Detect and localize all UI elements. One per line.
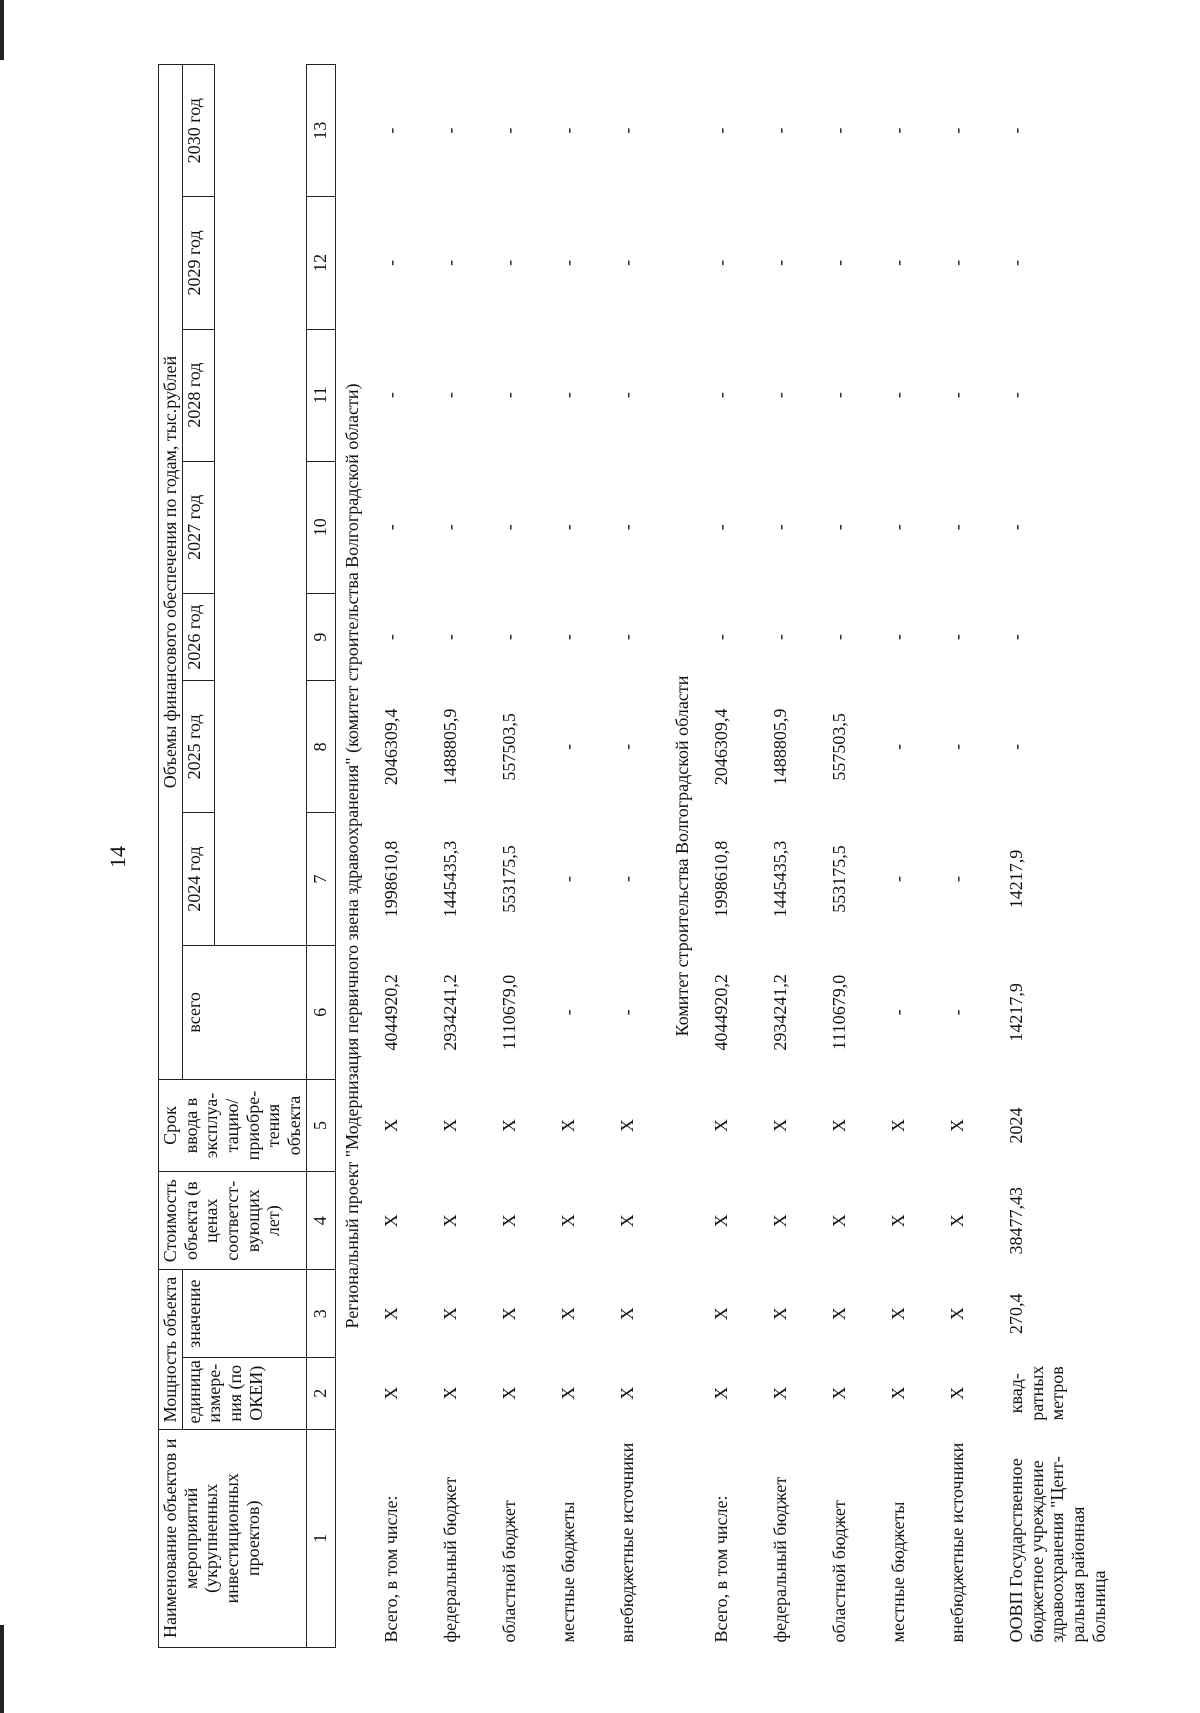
table-cell: 2046309,4 xyxy=(380,708,401,786)
header-capacity: Мощность объекта xyxy=(159,1270,183,1429)
table-cell: X xyxy=(498,1214,519,1228)
table-cell: - xyxy=(616,876,637,883)
header-unit: единица измере-ния (по ОКЕИ) xyxy=(182,1357,306,1429)
table-cell: - xyxy=(557,876,578,883)
column-number: 6 xyxy=(306,945,335,1079)
table-cell: X xyxy=(557,1214,578,1228)
table-cell: X xyxy=(710,1214,731,1228)
table-cell: - xyxy=(710,392,731,399)
table-cell: - xyxy=(557,392,578,399)
table-cell: X xyxy=(616,1214,637,1228)
table-row xyxy=(996,65,1127,1648)
table-cell: - xyxy=(887,524,908,531)
table-cell: - xyxy=(616,1009,637,1016)
table-cell: - xyxy=(1005,259,1026,266)
table-cell: X xyxy=(439,1214,460,1228)
header-cost: Стоимость объекта (в ценах соответст-вующих лет) xyxy=(159,1171,307,1270)
header-value: значение xyxy=(182,1270,306,1357)
table-cell: 1445435,3 xyxy=(769,840,790,918)
table-cell: X xyxy=(710,1307,731,1321)
table-row xyxy=(819,65,878,1648)
table-cell: - xyxy=(557,1009,578,1016)
table-row xyxy=(548,65,607,1648)
table-cell: X xyxy=(887,1214,908,1228)
table-cell: X xyxy=(828,1307,849,1321)
header-year: 2024 год xyxy=(182,813,214,945)
table-cell: - xyxy=(557,259,578,266)
table-cell: - xyxy=(380,127,401,134)
table-cell: 14217,9 xyxy=(1005,849,1026,909)
table-cell: - xyxy=(828,259,849,266)
table-cell: X xyxy=(557,1119,578,1132)
table-cell: - xyxy=(439,127,460,134)
table-cell: 2024 xyxy=(1005,1107,1026,1144)
table-cell: - xyxy=(1005,524,1026,531)
rotated-table-container xyxy=(158,64,1138,1648)
column-number: 1 xyxy=(306,1429,335,1647)
table-cell: X xyxy=(769,1214,790,1228)
table-cell: - xyxy=(439,634,460,641)
row-name: ООВП Государственное бюджетное учреждение здравоохранения "Цент-ральная районная больница xyxy=(1005,1456,1109,1643)
table-cell: X xyxy=(946,1307,967,1321)
table-cell: - xyxy=(616,743,637,750)
row-name: областной бюджет xyxy=(828,1500,849,1643)
table-cell: - xyxy=(887,634,908,641)
table-cell: - xyxy=(769,259,790,266)
table-cell: - xyxy=(828,634,849,641)
table-cell: 4044920,2 xyxy=(380,974,401,1051)
table-cell: 38477,43 xyxy=(1005,1186,1026,1255)
row-name: федеральный бюджет xyxy=(769,1476,790,1643)
table-cell: - xyxy=(946,1009,967,1016)
table-cell: X xyxy=(380,1307,401,1321)
table-row xyxy=(430,65,489,1648)
table-row xyxy=(878,65,937,1648)
table-cell: квад-ратных метров xyxy=(1005,1365,1068,1421)
table-cell: X xyxy=(498,1119,519,1132)
table-cell: - xyxy=(769,524,790,531)
column-number: 3 xyxy=(306,1270,335,1357)
table-body xyxy=(335,65,1127,1648)
table-cell: - xyxy=(946,524,967,531)
table-cell: - xyxy=(887,392,908,399)
table-cell: - xyxy=(710,524,731,531)
column-number: 8 xyxy=(306,681,335,813)
table-cell: - xyxy=(1005,634,1026,641)
table-cell: X xyxy=(380,1214,401,1228)
table-cell: X xyxy=(769,1386,790,1400)
table-cell: - xyxy=(710,259,731,266)
table-cell: - xyxy=(616,392,637,399)
column-number: 12 xyxy=(306,197,335,329)
table-cell: - xyxy=(769,127,790,134)
table-cell: 14217,9 xyxy=(1005,983,1026,1042)
table-cell: - xyxy=(1005,392,1026,399)
table-cell: - xyxy=(557,743,578,750)
column-number: 9 xyxy=(306,593,335,680)
table-cell: 1998610,8 xyxy=(380,840,401,918)
table-cell: - xyxy=(1005,743,1026,750)
table-row xyxy=(701,65,760,1648)
table-cell: - xyxy=(439,259,460,266)
table-cell: - xyxy=(946,127,967,134)
table-cell: X xyxy=(616,1307,637,1321)
table-cell: X xyxy=(439,1386,460,1400)
table-cell: X xyxy=(946,1214,967,1228)
row-name: местные бюджеты xyxy=(887,1501,908,1643)
header-year: 2029 год xyxy=(182,197,214,329)
section-title: Комитет строительства Волгоградской области xyxy=(672,675,693,1037)
column-number: 11 xyxy=(306,329,335,461)
table-cell: - xyxy=(498,127,519,134)
table-cell: - xyxy=(769,634,790,641)
table-cell: 1445435,3 xyxy=(439,840,460,918)
table-cell: - xyxy=(498,392,519,399)
table-cell: - xyxy=(828,524,849,531)
table-cell: - xyxy=(946,876,967,883)
header-year: 2027 год xyxy=(182,461,214,593)
table-cell: 2934241,2 xyxy=(439,974,460,1051)
table-cell: X xyxy=(616,1119,637,1132)
row-name: Всего, в том числе: xyxy=(710,1495,731,1643)
table-cell: 270,4 xyxy=(1005,1293,1026,1334)
header-funding: Объемы финансового обеспечения по годам, тыс.рублей xyxy=(159,65,183,1080)
table-cell: X xyxy=(828,1214,849,1228)
table-cell: - xyxy=(769,392,790,399)
table-cell: 557503,5 xyxy=(498,713,519,781)
table-cell: - xyxy=(498,634,519,641)
row-name: местные бюджеты xyxy=(557,1501,578,1643)
table-cell: - xyxy=(946,259,967,266)
table-cell: - xyxy=(557,127,578,134)
table-cell: X xyxy=(946,1386,967,1400)
table-cell: 557503,5 xyxy=(828,713,849,781)
table-cell: X xyxy=(887,1119,908,1132)
table-cell: X xyxy=(769,1119,790,1132)
table-cell: - xyxy=(439,524,460,531)
table-cell: - xyxy=(557,524,578,531)
table-cell: - xyxy=(498,524,519,531)
table-cell: X xyxy=(828,1119,849,1132)
table-cell: - xyxy=(887,743,908,750)
table-cell: 1110679,0 xyxy=(498,974,519,1050)
table-cell: - xyxy=(380,259,401,266)
table-cell: 1998610,8 xyxy=(710,840,731,918)
table-cell: - xyxy=(557,634,578,641)
column-number: 7 xyxy=(306,813,335,945)
table-cell: X xyxy=(887,1386,908,1400)
table-cell: - xyxy=(946,392,967,399)
column-number: 5 xyxy=(306,1080,335,1172)
row-name: внебюджетные источники xyxy=(946,1442,967,1643)
header-year: 2028 год xyxy=(182,329,214,461)
scan-edge-bottom xyxy=(0,1625,4,1713)
table-cell: 4044920,2 xyxy=(710,974,731,1051)
table-cell: - xyxy=(380,634,401,641)
header-year: 2026 год xyxy=(182,593,214,680)
table-cell: 553175,5 xyxy=(498,845,519,913)
table-cell: 2046309,4 xyxy=(710,708,731,786)
table-cell: X xyxy=(439,1119,460,1132)
page-number: 14 xyxy=(105,846,130,868)
section-title-row xyxy=(335,65,371,1648)
column-number: 4 xyxy=(306,1171,335,1270)
row-name: областной бюджет xyxy=(498,1500,519,1643)
table-cell: X xyxy=(557,1386,578,1400)
table-cell: - xyxy=(380,524,401,531)
table-cell: - xyxy=(887,1009,908,1016)
column-number: 2 xyxy=(306,1357,335,1429)
table-cell: - xyxy=(616,127,637,134)
table-cell: - xyxy=(887,127,908,134)
table-cell: - xyxy=(439,392,460,399)
table-cell: X xyxy=(710,1119,731,1132)
table-cell: - xyxy=(887,876,908,883)
table-cell: X xyxy=(887,1307,908,1321)
table-cell: - xyxy=(710,127,731,134)
table-cell: - xyxy=(498,259,519,266)
table-cell: - xyxy=(616,259,637,266)
table-row xyxy=(489,65,548,1648)
table-cell: X xyxy=(439,1307,460,1321)
table-cell: X xyxy=(557,1307,578,1321)
row-name: внебюджетные источники xyxy=(616,1442,637,1643)
table-cell: 1488805,9 xyxy=(769,708,790,786)
table-row xyxy=(760,65,819,1648)
table-row xyxy=(937,65,996,1648)
table-cell: - xyxy=(887,259,908,266)
table-cell: - xyxy=(380,392,401,399)
scan-edge-top xyxy=(0,0,4,60)
table-cell: 2934241,2 xyxy=(769,974,790,1051)
table-cell: - xyxy=(946,743,967,750)
table-cell: X xyxy=(710,1386,731,1400)
row-name: Всего, в том числе: xyxy=(380,1495,401,1643)
table-cell: - xyxy=(828,392,849,399)
table-cell: X xyxy=(828,1386,849,1400)
header-year: 2025 год xyxy=(182,681,214,813)
table-cell: - xyxy=(616,524,637,531)
table-cell: X xyxy=(498,1307,519,1321)
table-row xyxy=(607,65,666,1648)
section-title-row xyxy=(666,65,701,1648)
table-cell: - xyxy=(946,634,967,641)
table-cell: 1110679,0 xyxy=(828,974,849,1050)
table-cell: 1488805,9 xyxy=(439,708,460,786)
table-cell: X xyxy=(616,1386,637,1400)
investment-projects-table xyxy=(158,64,1127,1648)
table-cell: X xyxy=(769,1307,790,1321)
table-cell: - xyxy=(828,127,849,134)
table-cell: - xyxy=(1005,127,1026,134)
table-row xyxy=(371,65,430,1648)
table-cell: X xyxy=(498,1386,519,1400)
header-name: Наименование объектов и мероприятий (укрупненных инвестиционных проектов) xyxy=(159,1429,307,1647)
table-cell: - xyxy=(616,634,637,641)
table-cell: X xyxy=(380,1386,401,1400)
header-total: всего xyxy=(182,945,306,1079)
table-cell: 553175,5 xyxy=(828,845,849,913)
section-title: Региональный проект "Модернизация первичного звена здравоохранения" (комитет строительства Волгоградской области) xyxy=(342,383,363,1329)
column-number: 13 xyxy=(306,65,335,197)
column-number: 10 xyxy=(306,461,335,593)
table-cell: X xyxy=(380,1119,401,1132)
header-term: Срок ввода в эксплуа-тацию/ приобре-тения объекта xyxy=(159,1080,307,1172)
column-number-row xyxy=(306,65,335,1648)
table-cell: - xyxy=(710,634,731,641)
row-name: федеральный бюджет xyxy=(439,1476,460,1643)
table-header xyxy=(159,65,336,1648)
table-cell: X xyxy=(946,1119,967,1132)
header-year: 2030 год xyxy=(182,65,214,197)
